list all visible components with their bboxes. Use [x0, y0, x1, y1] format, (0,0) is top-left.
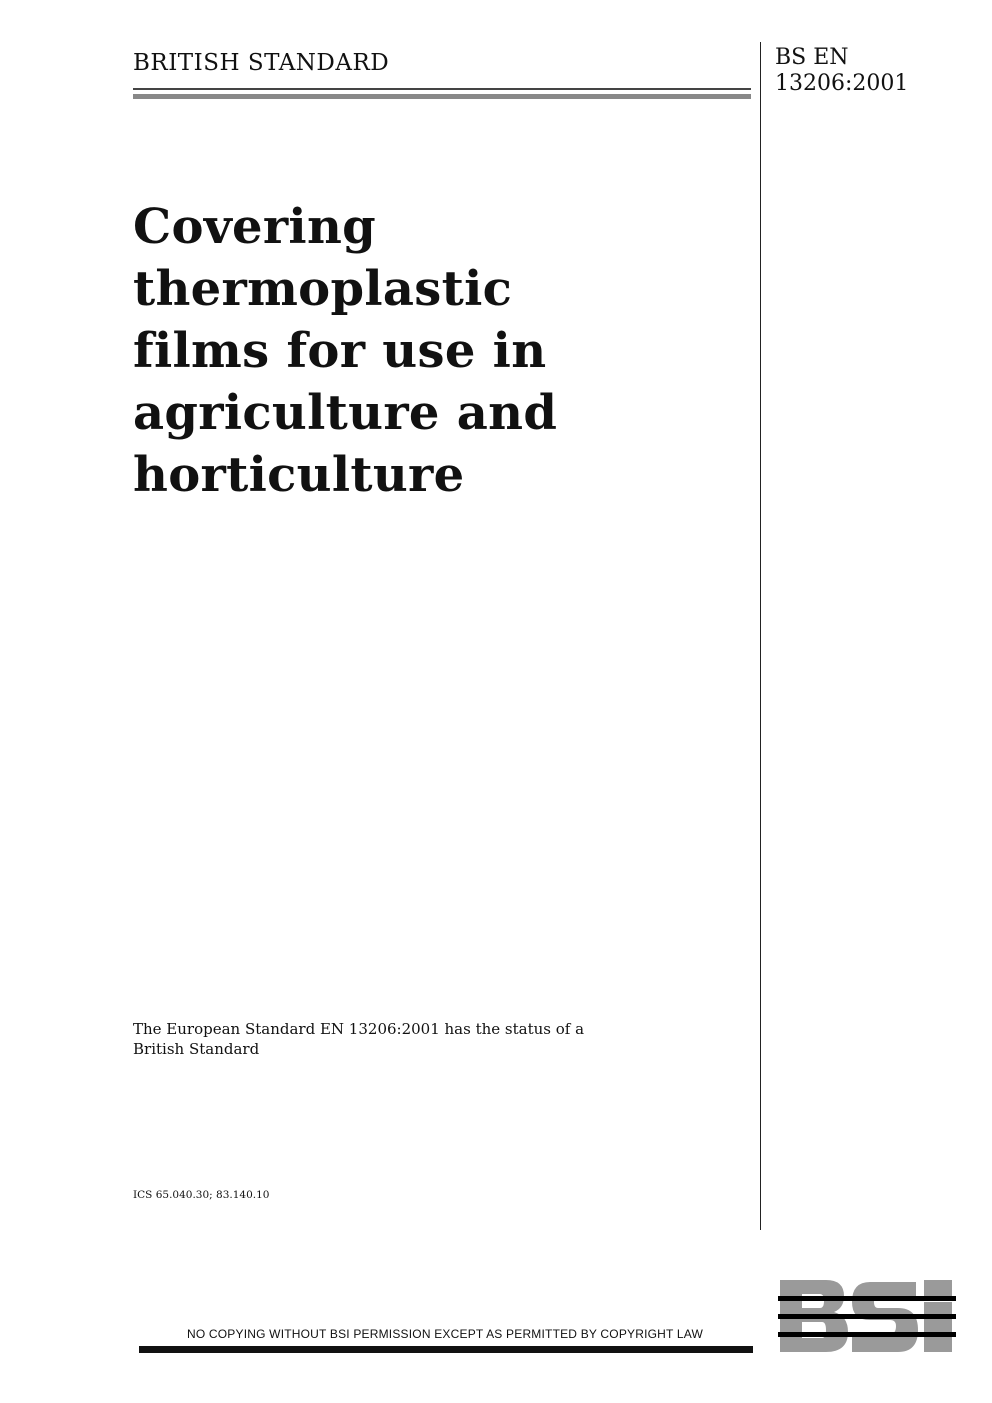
margin-divider	[760, 42, 761, 1230]
status-statement	[133, 1019, 603, 1059]
title-line: agriculture and	[133, 385, 558, 441]
title-line: horticulture	[133, 447, 465, 503]
title-line: films for use in	[133, 323, 547, 379]
standard-number	[775, 45, 908, 97]
title-line: Covering thermoplastic	[133, 199, 513, 317]
standard-number-code: 13206:2001	[775, 71, 909, 96]
document-title	[133, 196, 753, 506]
copyright-notice: NO COPYING WITHOUT BSI PERMISSION EXCEPT AS PERMITTED BY COPYRIGHT LAW	[186, 1327, 704, 1341]
footer-rule	[139, 1346, 753, 1353]
ics-classification: ICS 65.040.30; 83.140.10	[133, 1189, 270, 1201]
bsi-logo	[778, 1276, 956, 1356]
header-rule-thick	[133, 94, 751, 99]
document-type-label: BRITISH STANDARD	[133, 50, 390, 76]
standard-number-prefix: BS EN	[775, 45, 849, 70]
status-line: British Standard	[133, 1040, 260, 1058]
status-line: The European Standard EN 13206:2001 has the status of a	[133, 1020, 585, 1038]
header-rule-thin	[133, 88, 751, 90]
